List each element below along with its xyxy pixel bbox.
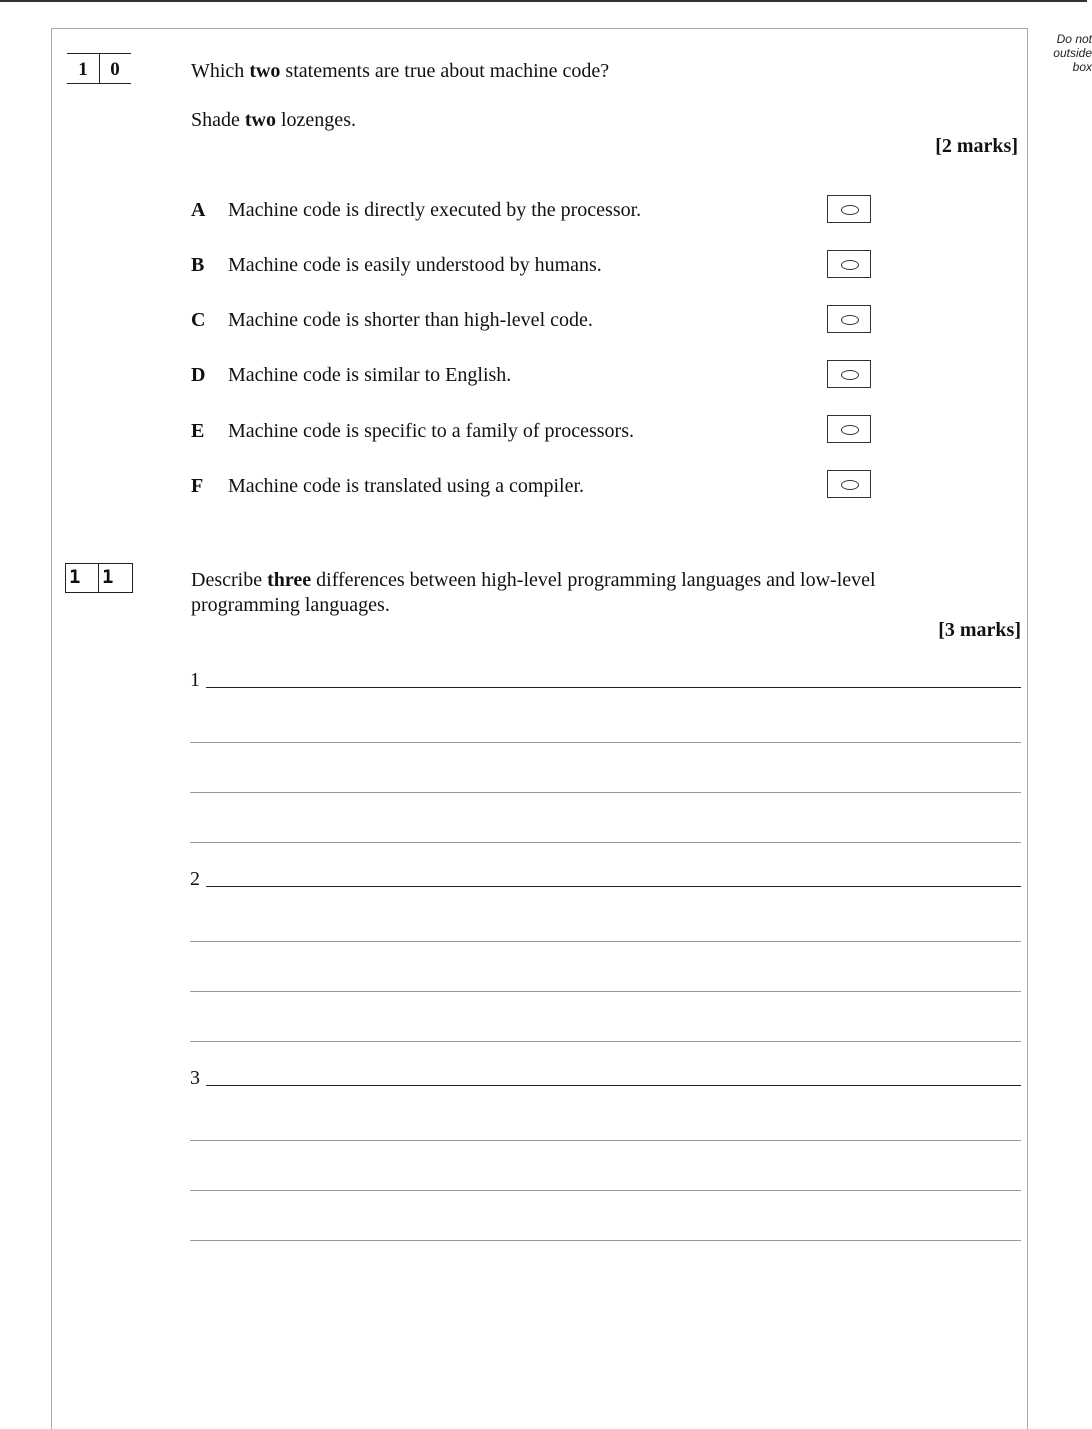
option-letter: D [191, 364, 206, 386]
lozenge-e[interactable] [827, 415, 871, 443]
question-number-box-10 [67, 53, 131, 84]
answer-3-line-4[interactable] [190, 1218, 1021, 1241]
answer-number: 1 [190, 669, 200, 691]
option-text: Machine code is translated using a compiler. [228, 475, 585, 497]
q11-prompt-post: differences between high-level programming languages and low-level [311, 569, 876, 591]
lozenge-f[interactable] [827, 470, 871, 498]
option-letter: E [191, 420, 205, 442]
option-letter: F [191, 475, 204, 497]
option-letter: A [191, 199, 206, 221]
option-letter: C [191, 309, 206, 331]
q10-instruction [191, 108, 356, 132]
answer-1-line-2[interactable] [190, 720, 1021, 743]
option-text: Machine code is similar to English. [228, 364, 512, 386]
lozenge-oval-icon [841, 260, 859, 270]
lozenge-c[interactable] [827, 305, 871, 333]
margin-note [1032, 32, 1092, 74]
question-number-digit: 1 [102, 566, 114, 588]
option-text: Machine code is easily understood by humans. [228, 254, 602, 276]
option-letter: B [191, 254, 205, 276]
option-text: Machine code is specific to a family of processors. [228, 420, 634, 442]
q10-marks: [2 marks] [935, 135, 1018, 157]
q10-prompt-pre: Which [191, 60, 250, 82]
answer-2-line-3[interactable] [190, 969, 1021, 992]
answer-1-line-1[interactable] [206, 665, 1021, 688]
lozenge-oval-icon [841, 480, 859, 490]
answer-1-line-3[interactable] [190, 770, 1021, 793]
q11-prompt-line2: programming languages. [191, 594, 390, 616]
margin-note-line: Do not [1056, 32, 1092, 46]
question-number-box-11 [65, 563, 133, 593]
lozenge-oval-icon [841, 205, 859, 215]
lozenge-b[interactable] [827, 250, 871, 278]
lozenge-d[interactable] [827, 360, 871, 388]
margin-note-line: box [1072, 60, 1092, 74]
question-number-digit: 1 [67, 54, 100, 83]
answer-1-line-4[interactable] [190, 820, 1021, 843]
q10-instruction-post: lozenges. [276, 109, 356, 131]
margin-note-line: outside [1053, 46, 1092, 60]
answer-number: 2 [190, 868, 200, 890]
q11-prompt [191, 568, 876, 592]
answer-2-line-4[interactable] [190, 1019, 1021, 1042]
option-text: Machine code is directly executed by the processor. [228, 199, 642, 221]
q10-prompt-bold: two [249, 60, 281, 82]
q11-marks: [3 marks] [938, 619, 1021, 641]
lozenge-oval-icon [841, 370, 859, 380]
answer-number: 3 [190, 1067, 200, 1089]
option-text: Machine code is shorter than high-level code. [228, 309, 593, 331]
q11-prompt-pre: Describe [191, 569, 268, 591]
lozenge-oval-icon [841, 315, 859, 325]
answer-3-line-3[interactable] [190, 1168, 1021, 1191]
top-rule [0, 0, 1087, 2]
q10-prompt [191, 59, 609, 83]
lozenge-oval-icon [841, 425, 859, 435]
answer-3-line-1[interactable] [206, 1063, 1021, 1086]
q10-instruction-pre: Shade [191, 109, 245, 131]
answer-2-line-1[interactable] [206, 864, 1021, 887]
lozenge-a[interactable] [827, 195, 871, 223]
q11-prompt-bold: three [267, 569, 312, 591]
q10-prompt-post: statements are true about machine code? [280, 60, 610, 82]
answer-2-line-2[interactable] [190, 919, 1021, 942]
answer-3-line-2[interactable] [190, 1118, 1021, 1141]
question-number-digit: 0 [110, 59, 120, 80]
q10-instruction-bold: two [244, 109, 276, 131]
question-number-digit: 1 [66, 564, 99, 592]
